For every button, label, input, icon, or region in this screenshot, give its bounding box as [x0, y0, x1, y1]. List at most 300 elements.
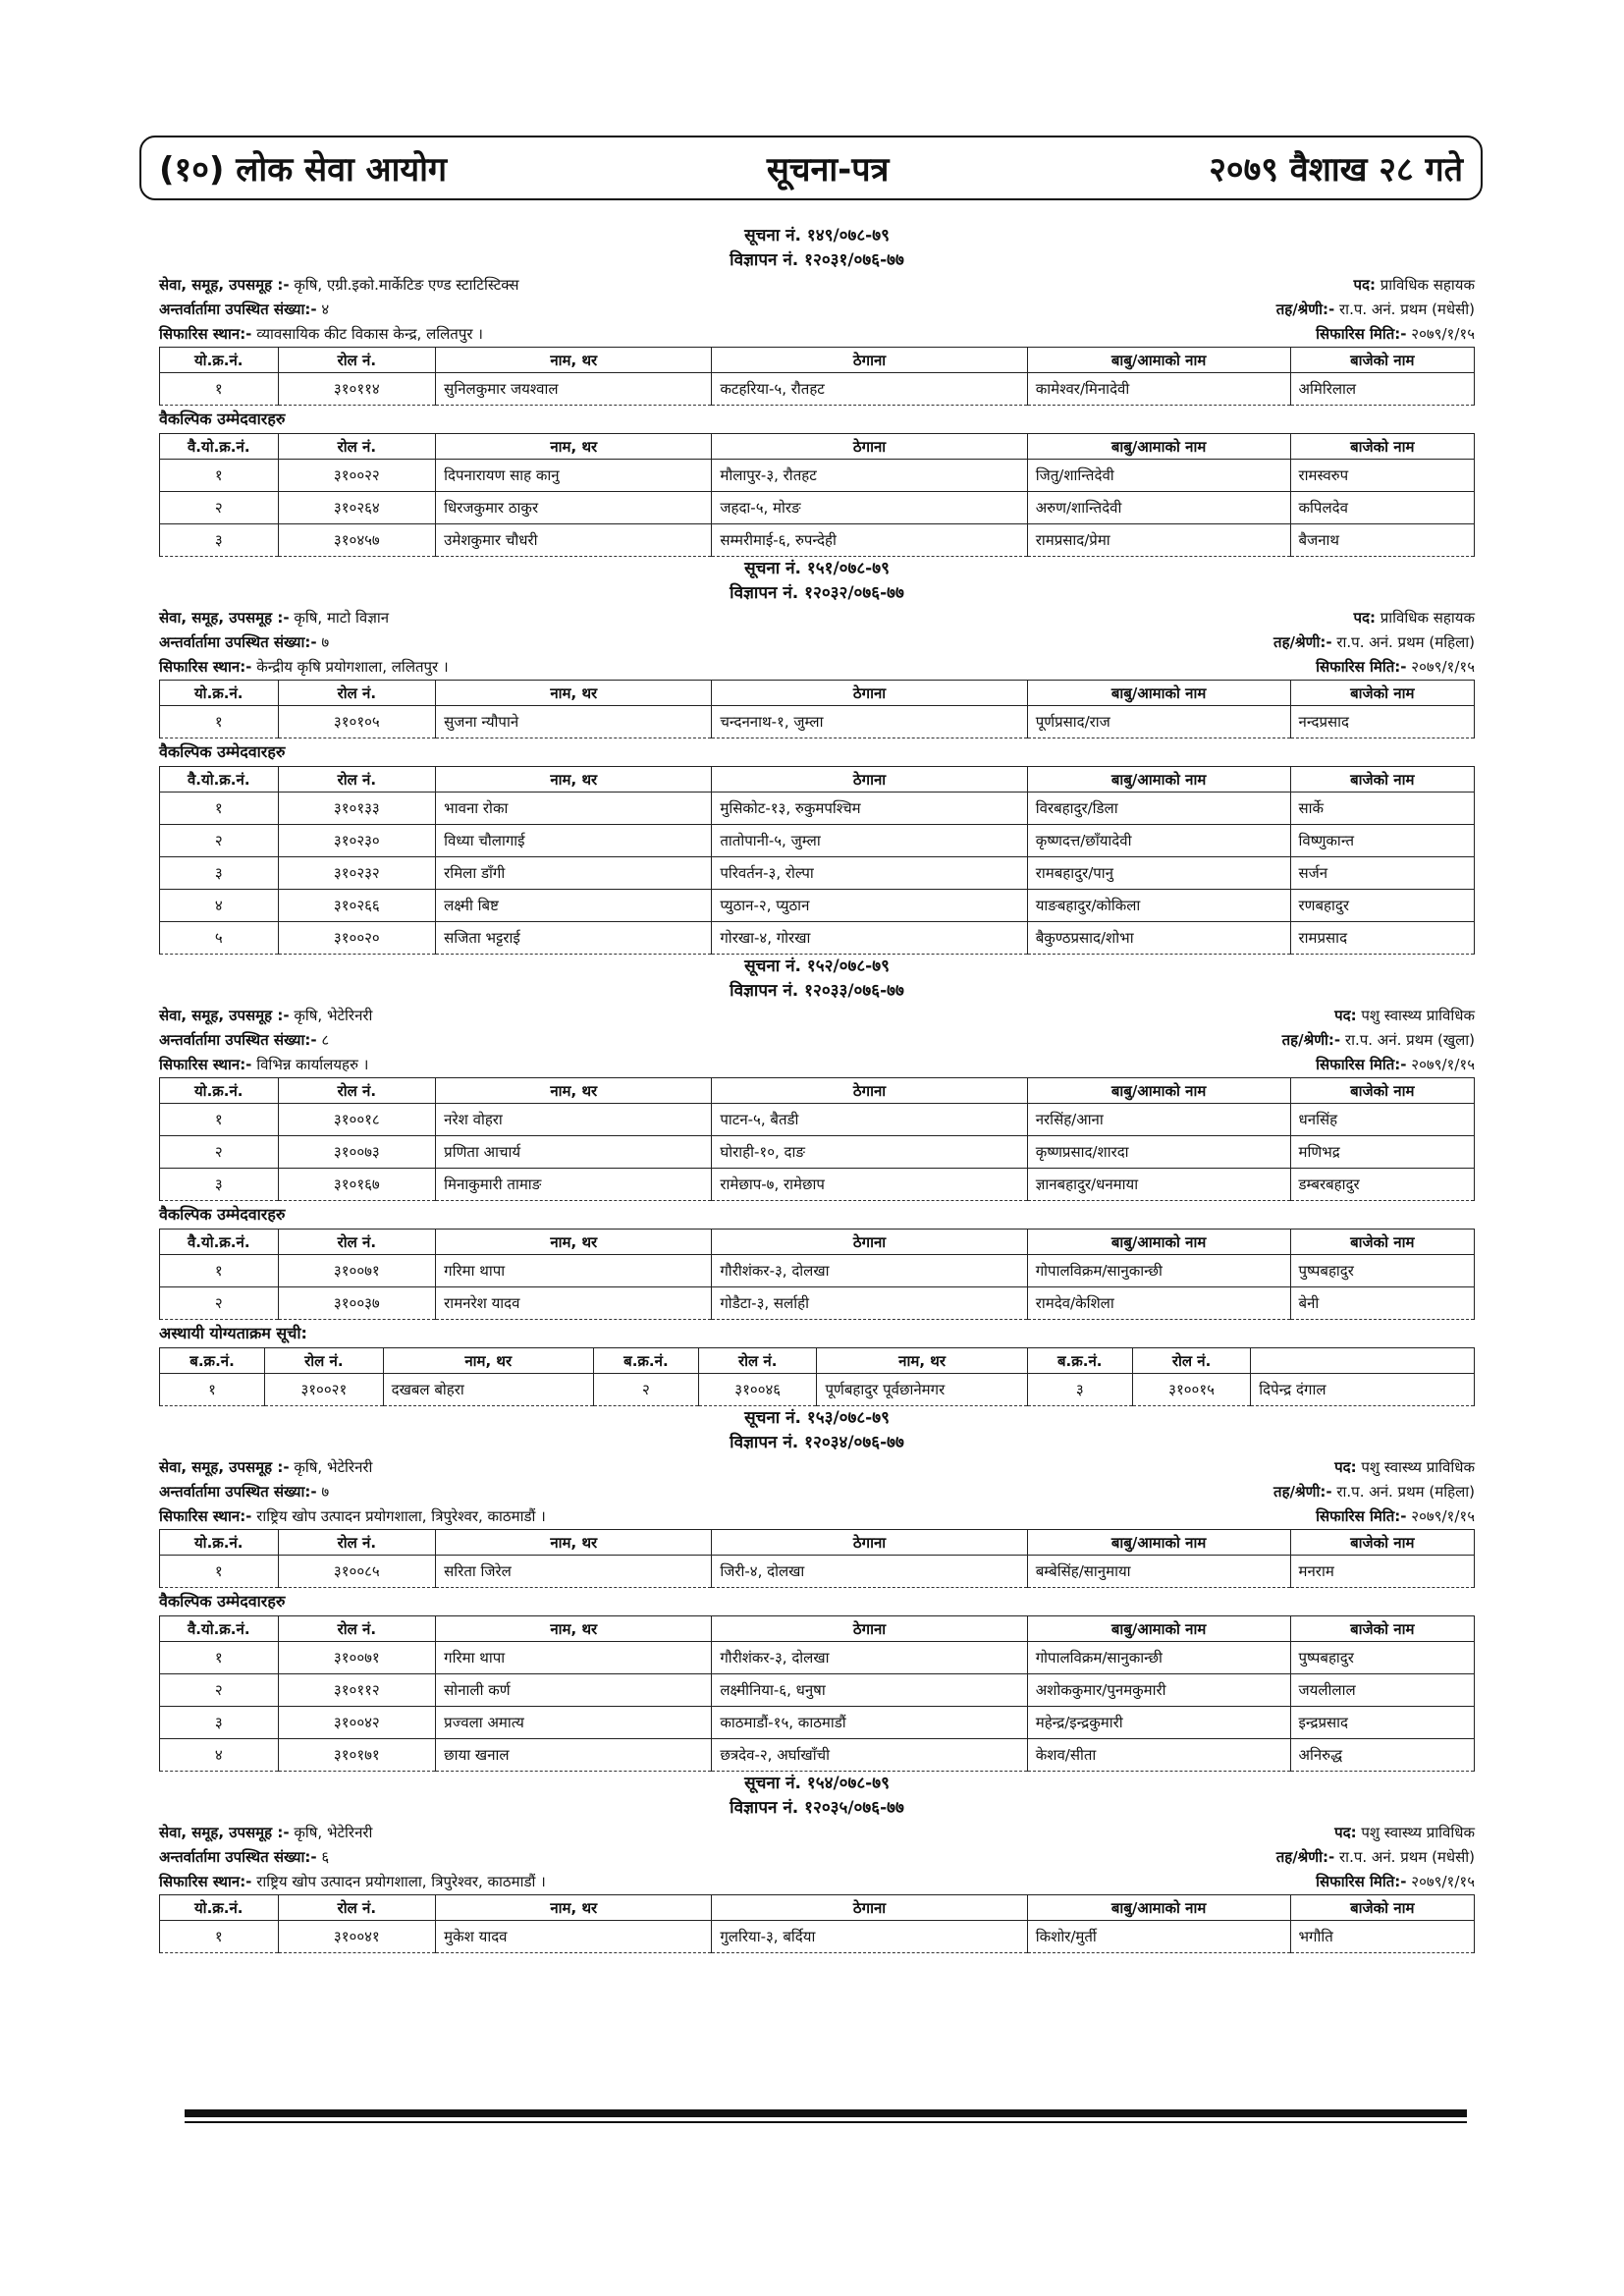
- notice-block: [159, 1772, 1475, 1953]
- post-label: पद:: [1353, 609, 1376, 627]
- table-cell: सुजना न्यौपाने: [436, 706, 712, 738]
- table-cell: ३: [1027, 1374, 1132, 1406]
- column-header: बाबु/आमाको नाम: [1027, 767, 1290, 793]
- table-row: [160, 1642, 1475, 1674]
- table-cell: कृष्णप्रसाद/शारदा: [1027, 1136, 1290, 1169]
- table-cell: नरसिंह/आना: [1027, 1104, 1290, 1136]
- table-cell: जहदा-५, मोरङ: [712, 492, 1027, 524]
- level: [1276, 298, 1475, 322]
- table-cell: ३१००२०: [278, 922, 436, 955]
- table-cell: ४: [160, 890, 279, 922]
- table-cell: मौलापुर-३, रौतहट: [712, 460, 1027, 492]
- table-cell: सार्के: [1290, 793, 1474, 825]
- recommend-place-label: सिफारिस स्थान:-: [159, 658, 252, 676]
- table-cell: १: [160, 706, 279, 738]
- table-cell: सजिता भट्टराई: [436, 922, 712, 955]
- column-header: रोल नं.: [278, 1530, 436, 1556]
- column-header: रोल नं.: [278, 1230, 436, 1255]
- header-right: २०७९ वैशाख २८ गते: [1209, 150, 1463, 190]
- column-header: वै.यो.क्र.नं.: [160, 1230, 279, 1255]
- service-group-value: कृषि, भेटेरिनरी: [294, 1007, 373, 1024]
- table-cell: रामबहादुर/पानु: [1027, 857, 1290, 890]
- column-header: नाम, थर: [436, 434, 712, 460]
- table-cell: ३१०१७१: [278, 1739, 436, 1772]
- table-cell: महेन्द्र/इन्द्रकुमारी: [1027, 1707, 1290, 1739]
- recommend-place-value: व्यावसायिक कीट विकास केन्द्र, ललितपुर ।: [256, 325, 483, 343]
- column-header: बाबु/आमाको नाम: [1027, 1616, 1290, 1642]
- header-row: [160, 1078, 1475, 1104]
- column-header: रोल नं.: [698, 1348, 817, 1374]
- post: [1334, 1455, 1475, 1480]
- table-cell: पुष्पबहादुर: [1290, 1642, 1474, 1674]
- column-header: बाजेको नाम: [1290, 1530, 1474, 1556]
- table-cell: उमेशकुमार चौधरी: [436, 524, 712, 557]
- column-header: [1251, 1348, 1475, 1374]
- table-cell: ३१००७१: [278, 1642, 436, 1674]
- recommend-date-value: २०७९/१/१५: [1411, 1873, 1475, 1890]
- table-cell: पुष्पबहादुर: [1290, 1255, 1474, 1287]
- column-header: बाबु/आमाको नाम: [1027, 681, 1290, 706]
- column-header: यो.क्र.नं.: [160, 1895, 279, 1921]
- interview-count-label: अन्तर्वार्तामा उपस्थित संख्या:-: [159, 1031, 317, 1049]
- table-row: [160, 1287, 1475, 1320]
- header-center: सूचना-पत्र: [766, 150, 890, 190]
- footer-rule-thick: [185, 2109, 1467, 2117]
- table-row: [160, 922, 1475, 955]
- recommend-date-label: सिफारिस मिति:-: [1316, 1507, 1407, 1525]
- service-group: [159, 1455, 372, 1480]
- recommend-place: [159, 1053, 368, 1077]
- notice-number: सूचना नं. १५४/०७८-७९: [744, 1774, 890, 1793]
- column-header: यो.क्र.नं.: [160, 1530, 279, 1556]
- interview-count-label: अन्तर्वार्तामा उपस्थित संख्या:-: [159, 633, 317, 651]
- table-cell: डम्बरबहादुर: [1290, 1169, 1474, 1201]
- level-label: तह/श्रेणी:-: [1273, 1483, 1332, 1501]
- table-cell: गोपालविक्रम/सानुकान्छी: [1027, 1255, 1290, 1287]
- table-cell: इन्द्रप्रसाद: [1290, 1707, 1474, 1739]
- interview-count-value: ८: [321, 1031, 330, 1049]
- column-header: नाम, थर: [383, 1348, 593, 1374]
- table-row: [160, 706, 1475, 738]
- level: [1282, 1028, 1475, 1053]
- table-cell: छाया खनाल: [436, 1739, 712, 1772]
- post: [1353, 273, 1475, 298]
- table-cell: विष्णुकान्त: [1290, 825, 1474, 857]
- interview-count: [159, 1480, 329, 1504]
- column-header: ठेगाना: [712, 1230, 1027, 1255]
- table-cell: कपिलदेव: [1290, 492, 1474, 524]
- column-header: ठेगाना: [712, 1616, 1027, 1642]
- table-cell: प्रज्वला अमात्य: [436, 1707, 712, 1739]
- table-cell: अशोककुमार/पुनमकुमारी: [1027, 1674, 1290, 1707]
- info-row: [159, 1504, 1475, 1529]
- column-header: ठेगाना: [712, 1895, 1027, 1921]
- service-group-value: कृषि, माटो विज्ञान: [294, 609, 390, 627]
- table-cell: प्युठान-२, प्युठान: [712, 890, 1027, 922]
- table-row: [160, 1674, 1475, 1707]
- table-cell: लक्ष्मीनिया-६, धनुषा: [712, 1674, 1027, 1707]
- column-header: नाम, थर: [436, 1230, 712, 1255]
- table-cell: ३१०१६७: [278, 1169, 436, 1201]
- column-header: नाम, थर: [436, 348, 712, 373]
- table-cell: लक्ष्मी बिष्ट: [436, 890, 712, 922]
- level: [1276, 1845, 1475, 1870]
- interview-count: [159, 630, 329, 655]
- info-row: [159, 606, 1475, 630]
- column-header: नाम, थर: [436, 681, 712, 706]
- column-header: रोल नं.: [278, 348, 436, 373]
- interview-count: [159, 298, 329, 322]
- table-cell: अमिरिलाल: [1290, 373, 1474, 406]
- level-label: तह/श्रेणी:-: [1281, 1031, 1341, 1049]
- table-cell: ४: [160, 1739, 279, 1772]
- table-cell: जिरी-४, दोलखा: [712, 1556, 1027, 1588]
- info-row: [159, 1004, 1475, 1028]
- info-row: [159, 630, 1475, 655]
- post-label: पद:: [1334, 1458, 1357, 1476]
- header-row: [160, 1230, 1475, 1255]
- table-cell: रामेछाप-७, रामेछाप: [712, 1169, 1027, 1201]
- column-header: नाम, थर: [436, 1530, 712, 1556]
- column-header: रोल नं.: [1132, 1348, 1251, 1374]
- table-cell: सोनाली कर्ण: [436, 1674, 712, 1707]
- table-cell: पूर्णप्रसाद/राज: [1027, 706, 1290, 738]
- post-value: पशु स्वास्थ्य प्राविधिक: [1361, 1007, 1475, 1024]
- table-cell: ३१००७३: [278, 1136, 436, 1169]
- table-cell: दिपेन्द्र दंगाल: [1251, 1374, 1475, 1406]
- recommend-place-label: सिफारिस स्थान:-: [159, 325, 252, 343]
- table-cell: जितु/शान्तिदेवी: [1027, 460, 1290, 492]
- provisional-list-title: अस्थायी योग्यताक्रम सूची:: [159, 1324, 307, 1342]
- selected-candidates-table: [159, 347, 1475, 406]
- recommend-date-label: सिफारिस मिति:-: [1316, 1873, 1407, 1890]
- table-cell: २: [160, 1136, 279, 1169]
- recommend-date: [1316, 655, 1475, 680]
- column-header: ठेगाना: [712, 434, 1027, 460]
- table-cell: घोराही-१०, दाङ: [712, 1136, 1027, 1169]
- advertisement-number: विज्ञापन नं. १२०३३/०७६-७७: [730, 981, 904, 1001]
- table-cell: बेनी: [1290, 1287, 1474, 1320]
- column-header: नाम, थर: [436, 767, 712, 793]
- column-header: रोल नं.: [265, 1348, 384, 1374]
- column-header: नाम, थर: [436, 1616, 712, 1642]
- table-cell: गौरीशंकर-३, दोलखा: [712, 1642, 1027, 1674]
- table-cell: गुलरिया-३, बर्दिया: [712, 1921, 1027, 1953]
- table-cell: १: [160, 1374, 265, 1406]
- service-group-label: सेवा, समूह, उपसमूह :-: [159, 1824, 290, 1841]
- recommend-date-label: सिफारिस मिति:-: [1316, 1056, 1407, 1073]
- column-header: बाबु/आमाको नाम: [1027, 434, 1290, 460]
- table-cell: सुनिलकुमार जयश्वाल: [436, 373, 712, 406]
- header-row: [160, 767, 1475, 793]
- table-row: [160, 1556, 1475, 1588]
- table-cell: काठमाडौं-१५, काठमाडौं: [712, 1707, 1027, 1739]
- table-cell: केशव/सीता: [1027, 1739, 1290, 1772]
- column-header: यो.क्र.नं.: [160, 348, 279, 373]
- table-cell: बैकुण्ठप्रसाद/शोभा: [1027, 922, 1290, 955]
- column-header: बाजेको नाम: [1290, 1230, 1474, 1255]
- table-row: [160, 1136, 1475, 1169]
- service-group: [159, 1821, 372, 1845]
- table-cell: परिवर्तन-३, रोल्पा: [712, 857, 1027, 890]
- advertisement-number: विज्ञापन नं. १२०३१/०७६-७७: [730, 250, 904, 270]
- column-header: ब.क्र.नं.: [593, 1348, 698, 1374]
- recommend-place-value: विभिन्न कार्यालयहरु ।: [256, 1056, 369, 1073]
- interview-count-value: ७: [321, 1483, 330, 1501]
- post: [1334, 1821, 1475, 1845]
- table-cell: छत्रदेव-२, अर्घाखाँची: [712, 1739, 1027, 1772]
- info-row: [159, 273, 1475, 298]
- recommend-place: [159, 322, 483, 347]
- table-cell: गोडैटा-३, सर्लाही: [712, 1287, 1027, 1320]
- header-row: [160, 1530, 1475, 1556]
- table-cell: प्रणिता आचार्य: [436, 1136, 712, 1169]
- advertisement-number: विज्ञापन नं. १२०३४/०७६-७७: [730, 1433, 904, 1452]
- table-cell: गौरीशंकर-३, दोलखा: [712, 1255, 1027, 1287]
- column-header: वै.यो.क्र.नं.: [160, 434, 279, 460]
- recommend-date-label: सिफारिस मिति:-: [1316, 658, 1407, 676]
- column-header: ठेगाना: [712, 681, 1027, 706]
- level-label: तह/श्रेणी:-: [1275, 301, 1335, 318]
- service-group-value: कृषि, भेटेरिनरी: [294, 1824, 373, 1841]
- advertisement-number: विज्ञापन नं. १२०३५/०७६-७७: [730, 1798, 904, 1818]
- info-row: [159, 1845, 1475, 1870]
- recommend-date-value: २०७९/१/१५: [1411, 658, 1475, 676]
- column-header: ठेगाना: [712, 1530, 1027, 1556]
- column-header: बाबु/आमाको नाम: [1027, 1230, 1290, 1255]
- column-header: रोल नं.: [278, 1616, 436, 1642]
- table-cell: ज्ञानबहादुर/धनमाया: [1027, 1169, 1290, 1201]
- post-label: पद:: [1353, 276, 1376, 294]
- notice-block: [159, 557, 1475, 955]
- notice-number: सूचना नं. १४९/०७८-७९: [744, 226, 890, 246]
- notice-number: सूचना नं. १५१/०७८-७९: [744, 559, 890, 578]
- notice-number: सूचना नं. १५३/०७८-७९: [744, 1408, 890, 1428]
- table-cell: सरिता जिरेल: [436, 1556, 712, 1588]
- table-cell: ३१००८५: [278, 1556, 436, 1588]
- post-value: पशु स्वास्थ्य प्राविधिक: [1361, 1824, 1475, 1841]
- header-row: [160, 434, 1475, 460]
- table-cell: पाटन-५, बैतडी: [712, 1104, 1027, 1136]
- post: [1334, 1004, 1475, 1028]
- table-row: [160, 1169, 1475, 1201]
- table-cell: नरेश वोहरा: [436, 1104, 712, 1136]
- column-header: बाबु/आमाको नाम: [1027, 348, 1290, 373]
- table-cell: ३१००२२: [278, 460, 436, 492]
- table-cell: पूर्णबहादुर पूर्वछानेमगर: [817, 1374, 1027, 1406]
- alternate-candidates-table: [159, 1229, 1475, 1320]
- alternate-candidates-title: वैकल्पिक उम्मेदवारहरु: [159, 1592, 286, 1611]
- table-cell: कटहरिया-५, रौतहट: [712, 373, 1027, 406]
- alternate-candidates-table: [159, 1615, 1475, 1772]
- table-cell: धिरजकुमार ठाकुर: [436, 492, 712, 524]
- table-cell: दखबल बोहरा: [383, 1374, 593, 1406]
- notices-container: [159, 224, 1475, 1953]
- table-cell: गरिमा थापा: [436, 1255, 712, 1287]
- table-cell: ३१०१०५: [278, 706, 436, 738]
- table-cell: धनसिंह: [1290, 1104, 1474, 1136]
- table-cell: ३१०२३०: [278, 825, 436, 857]
- table-row: [160, 890, 1475, 922]
- table-cell: गरिमा थापा: [436, 1642, 712, 1674]
- level-value: रा.प. अनं. प्रथम (महिला): [1336, 1483, 1475, 1501]
- recommend-place-value: केन्द्रीय कृषि प्रयोगशाला, ललितपुर ।: [256, 658, 449, 676]
- table-cell: ३१००२१: [265, 1374, 384, 1406]
- table-cell: १: [160, 793, 279, 825]
- table-cell: रामप्रसाद: [1290, 922, 1474, 955]
- post-label: पद:: [1334, 1007, 1357, 1024]
- interview-count-label: अन्तर्वार्तामा उपस्थित संख्या:-: [159, 1483, 317, 1501]
- info-row: [159, 1053, 1475, 1077]
- column-header: बाबु/आमाको नाम: [1027, 1895, 1290, 1921]
- table-cell: बम्बेसिंह/सानुमाया: [1027, 1556, 1290, 1588]
- service-group-value: कृषि, भेटेरिनरी: [294, 1458, 373, 1476]
- provisional-list-table: [159, 1347, 1475, 1406]
- footer-rule-thin: [185, 2121, 1467, 2123]
- info-row: [159, 1028, 1475, 1053]
- table-cell: ३: [160, 857, 279, 890]
- table-cell: कृष्णदत्त/छाँयादेवी: [1027, 825, 1290, 857]
- table-cell: गोरखा-४, गोरखा: [712, 922, 1027, 955]
- table-row: [160, 524, 1475, 557]
- table-row: [160, 492, 1475, 524]
- notice-block: [159, 955, 1475, 1406]
- table-cell: ३१०२६६: [278, 890, 436, 922]
- table-cell: ३१०११४: [278, 373, 436, 406]
- table-cell: ३१००१५: [1132, 1374, 1251, 1406]
- notice-number: सूचना नं. १५२/०७८-७९: [744, 957, 890, 976]
- page-header: [139, 136, 1483, 200]
- table-cell: ३१०४५७: [278, 524, 436, 557]
- table-cell: विरबहादुर/डिला: [1027, 793, 1290, 825]
- table-cell: २: [160, 825, 279, 857]
- table-cell: नन्दप्रसाद: [1290, 706, 1474, 738]
- interview-count-label: अन्तर्वार्तामा उपस्थित संख्या:-: [159, 301, 317, 318]
- table-row: [160, 1104, 1475, 1136]
- table-cell: १: [160, 1104, 279, 1136]
- table-row: [160, 1255, 1475, 1287]
- info-row: [159, 322, 1475, 347]
- service-group-value: कृषि, एग्री.इको.मार्केटिङ एण्ड स्टाटिस्टिक्स: [294, 276, 519, 294]
- table-row: [160, 825, 1475, 857]
- table-cell: दिपनारायण साह कानु: [436, 460, 712, 492]
- alternate-candidates-title: वैकल्पिक उम्मेदवारहरु: [159, 1205, 286, 1224]
- level-label: तह/श्रेणी:-: [1275, 1848, 1335, 1866]
- table-cell: कामेश्वर/मिनादेवी: [1027, 373, 1290, 406]
- advertisement-number: विज्ञापन नं. १२०३२/०७६-७७: [730, 583, 904, 603]
- info-row: [159, 1455, 1475, 1480]
- table-cell: भगौति: [1290, 1921, 1474, 1953]
- header-row: [160, 1895, 1475, 1921]
- info-row: [159, 1870, 1475, 1894]
- table-cell: अनिरुद्ध: [1290, 1739, 1474, 1772]
- service-group-label: सेवा, समूह, उपसमूह :-: [159, 609, 290, 627]
- info-row: [159, 1821, 1475, 1845]
- level-value: रा.प. अनं. प्रथम (महिला): [1336, 633, 1475, 651]
- table-row: [160, 1707, 1475, 1739]
- selected-candidates-table: [159, 1529, 1475, 1588]
- post-value: पशु स्वास्थ्य प्राविधिक: [1361, 1458, 1475, 1476]
- service-group-label: सेवा, समूह, उपसमूह :-: [159, 1458, 290, 1476]
- interview-count: [159, 1028, 329, 1053]
- notice-block: [159, 224, 1475, 557]
- table-cell: सम्मरीमाई-६, रुपन्देही: [712, 524, 1027, 557]
- table-cell: भावना रोका: [436, 793, 712, 825]
- column-header: रोल नं.: [278, 681, 436, 706]
- recommend-date: [1316, 1053, 1475, 1077]
- column-header: बाजेको नाम: [1290, 348, 1474, 373]
- level: [1273, 1480, 1475, 1504]
- column-header: बाजेको नाम: [1290, 434, 1474, 460]
- interview-count-label: अन्तर्वार्तामा उपस्थित संख्या:-: [159, 1848, 317, 1866]
- table-cell: रामस्वरुप: [1290, 460, 1474, 492]
- table-cell: ३१०१३३: [278, 793, 436, 825]
- column-header: ब.क्र.नं.: [1027, 1348, 1132, 1374]
- table-cell: १: [160, 1921, 279, 1953]
- table-cell: १: [160, 460, 279, 492]
- recommend-place-value: राष्ट्रिय खोप उत्पादन प्रयोगशाला, त्रिपुरेश्वर, काठमाडौं ।: [256, 1873, 546, 1890]
- table-row: [160, 460, 1475, 492]
- interview-count-value: ६: [321, 1848, 330, 1866]
- column-header: ठेगाना: [712, 767, 1027, 793]
- selected-candidates-table: [159, 1077, 1475, 1201]
- column-header: नाम, थर: [817, 1348, 1027, 1374]
- table-cell: ३१००४६: [698, 1374, 817, 1406]
- table-cell: गोपालविक्रम/सानुकान्छी: [1027, 1642, 1290, 1674]
- column-header: बाबु/आमाको नाम: [1027, 1530, 1290, 1556]
- table-cell: ५: [160, 922, 279, 955]
- recommend-date-value: २०७९/१/१५: [1411, 1056, 1475, 1073]
- post-value: प्राविधिक सहायक: [1380, 276, 1475, 294]
- alternate-candidates-table: [159, 766, 1475, 955]
- table-cell: रामनरेश यादव: [436, 1287, 712, 1320]
- column-header: बाजेको नाम: [1290, 1895, 1474, 1921]
- notice-block: [159, 1406, 1475, 1772]
- recommend-place-label: सिफारिस स्थान:-: [159, 1507, 252, 1525]
- column-header: ब.क्र.नं.: [160, 1348, 265, 1374]
- table-cell: विध्या चौलागाई: [436, 825, 712, 857]
- table-cell: रणबहादुर: [1290, 890, 1474, 922]
- table-row: [160, 857, 1475, 890]
- table-cell: किशोर/मुर्ती: [1027, 1921, 1290, 1953]
- column-header: रोल नं.: [278, 1895, 436, 1921]
- recommend-place: [159, 655, 449, 680]
- column-header: नाम, थर: [436, 1895, 712, 1921]
- table-row: [160, 1739, 1475, 1772]
- table-cell: ३: [160, 1169, 279, 1201]
- recommend-date-value: २०७९/१/१५: [1411, 325, 1475, 343]
- table-cell: १: [160, 1556, 279, 1588]
- column-header: बाजेको नाम: [1290, 1616, 1474, 1642]
- table-cell: ३१००४१: [278, 1921, 436, 1953]
- table-cell: ३: [160, 1707, 279, 1739]
- interview-count: [159, 1845, 329, 1870]
- recommend-place-label: सिफारिस स्थान:-: [159, 1056, 252, 1073]
- level-value: रा.प. अनं. प्रथम (खुला): [1344, 1031, 1475, 1049]
- recommend-date: [1316, 1504, 1475, 1529]
- table-cell: ३१०११२: [278, 1674, 436, 1707]
- table-cell: मुकेश यादव: [436, 1921, 712, 1953]
- header-row: [160, 348, 1475, 373]
- service-group-label: सेवा, समूह, उपसमूह :-: [159, 276, 290, 294]
- table-cell: १: [160, 1255, 279, 1287]
- service-group: [159, 606, 389, 630]
- selected-candidates-table: [159, 1894, 1475, 1953]
- service-group-label: सेवा, समूह, उपसमूह :-: [159, 1007, 290, 1024]
- interview-count-value: ४: [321, 301, 330, 318]
- table-cell: रामप्रसाद/प्रेमा: [1027, 524, 1290, 557]
- column-header: वै.यो.क्र.नं.: [160, 1616, 279, 1642]
